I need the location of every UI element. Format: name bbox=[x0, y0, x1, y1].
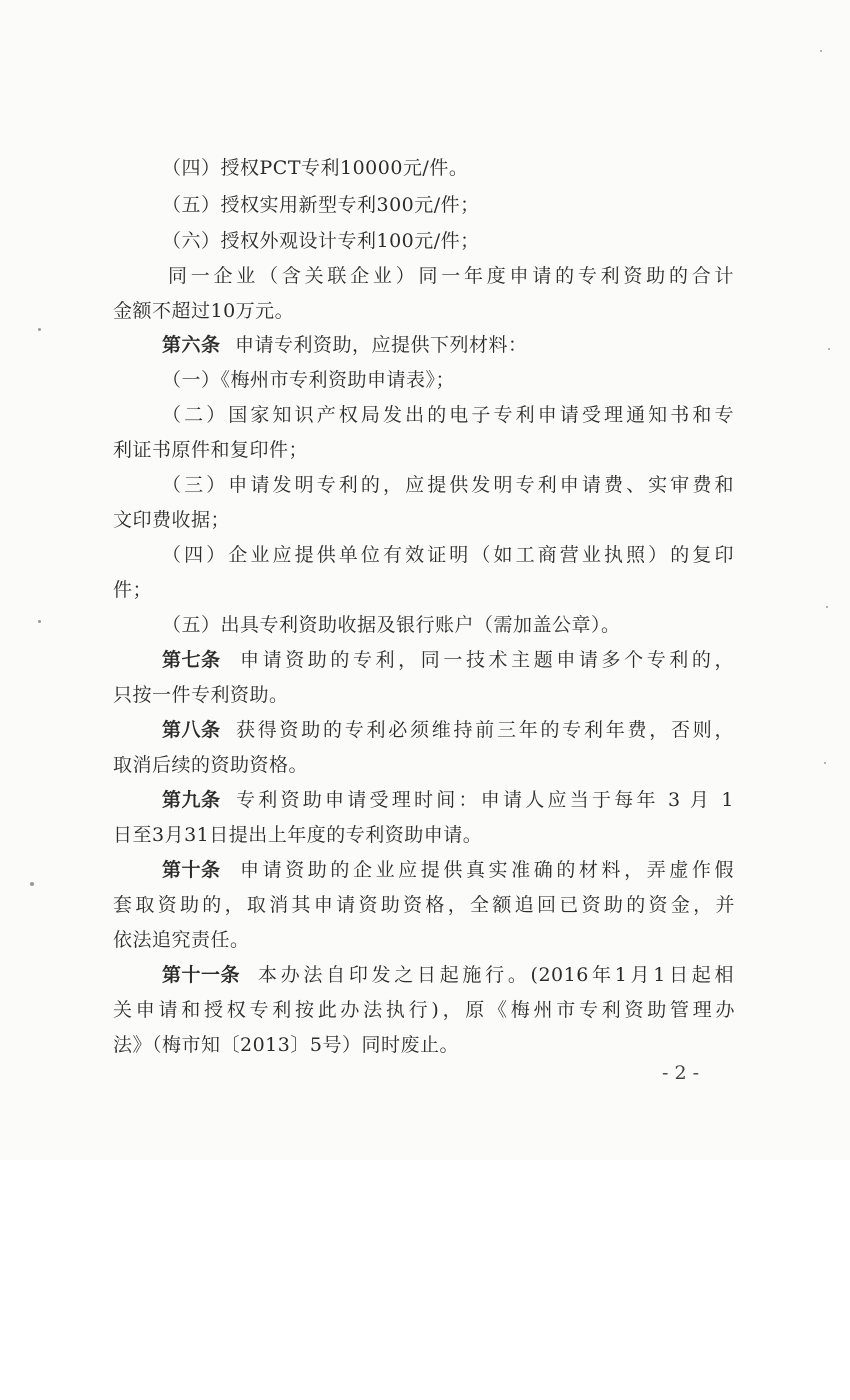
article-heading: 第十条 bbox=[162, 859, 221, 881]
text-line: 件； bbox=[113, 579, 153, 601]
text-line: （四）企业应提供单位有效证明（如工商营业执照）的复印 bbox=[162, 544, 734, 566]
text-line: 文印费收据； bbox=[113, 509, 231, 531]
article-10: 第十条 申请资助的企业应提供真实准确的材料，弄虚作假 bbox=[0, 850, 850, 890]
article-11: 第十一条 本办法自印发之日起施行。(2016年1月1日起相 bbox=[0, 955, 850, 995]
article-heading: 第九条 bbox=[162, 789, 221, 811]
article-heading: 第八条 bbox=[162, 719, 221, 741]
text-line: 取消后续的资助资格。 bbox=[113, 754, 309, 776]
text-line: 只按一件专利资助。 bbox=[113, 684, 289, 706]
scan-speck bbox=[820, 50, 822, 52]
text-line: 依法追究责任。 bbox=[113, 929, 250, 951]
article-7: 第七条 申请资助的专利，同一技术主题申请多个专利的， bbox=[0, 640, 850, 680]
text-line: 套取资助的，取消其申请资助资格，全额追回已资助的资金，并 bbox=[113, 894, 735, 916]
article-heading: 第七条 bbox=[162, 649, 221, 671]
page-number: - 2 - bbox=[662, 1062, 700, 1084]
text-line: 法》（梅市知〔2013〕5号）同时废止。 bbox=[113, 1034, 459, 1056]
article-6: 第六条 申请专利资助，应提供下列材料： bbox=[0, 325, 850, 365]
text-line: （五）授权实用新型专利300元/件； bbox=[162, 194, 480, 216]
text-line: 利证书原件和复印件； bbox=[113, 439, 309, 461]
article-9: 第九条 专利资助申请受理时间：申请人应当于每年 3 月 1 bbox=[0, 780, 850, 820]
text-line: 日至3月31日提出上年度的专利资助申请。 bbox=[113, 824, 483, 846]
text-line: （六）授权外观设计专利100元/件； bbox=[162, 230, 480, 252]
text-line: 关申请和授权专利按此办法执行)，原《梅州市专利资助管理办 bbox=[113, 999, 735, 1021]
text-line: （五）出具专利资助收据及银行账户（需加盖公章）。 bbox=[162, 614, 621, 636]
text-line: 金额不超过10万元。 bbox=[113, 300, 295, 322]
text-line: （四）授权PCT专利10000元/件。 bbox=[162, 157, 469, 179]
article-8: 第八条 获得资助的专利必须维持前三年的专利年费，否则， bbox=[0, 710, 850, 750]
article-heading: 第十一条 bbox=[162, 964, 241, 986]
article-heading: 第六条 bbox=[162, 334, 221, 356]
text-line: （一）《梅州市专利资助申请表》； bbox=[162, 369, 456, 391]
text-line: （二）国家知识产权局发出的电子专利申请受理通知书和专 bbox=[162, 404, 734, 426]
text-line: （三）申请发明专利的，应提供发明专利申请费、实审费和 bbox=[162, 474, 734, 496]
text-line: 同一企业（含关联企业）同一年度申请的专利资助的合计 bbox=[168, 265, 734, 287]
